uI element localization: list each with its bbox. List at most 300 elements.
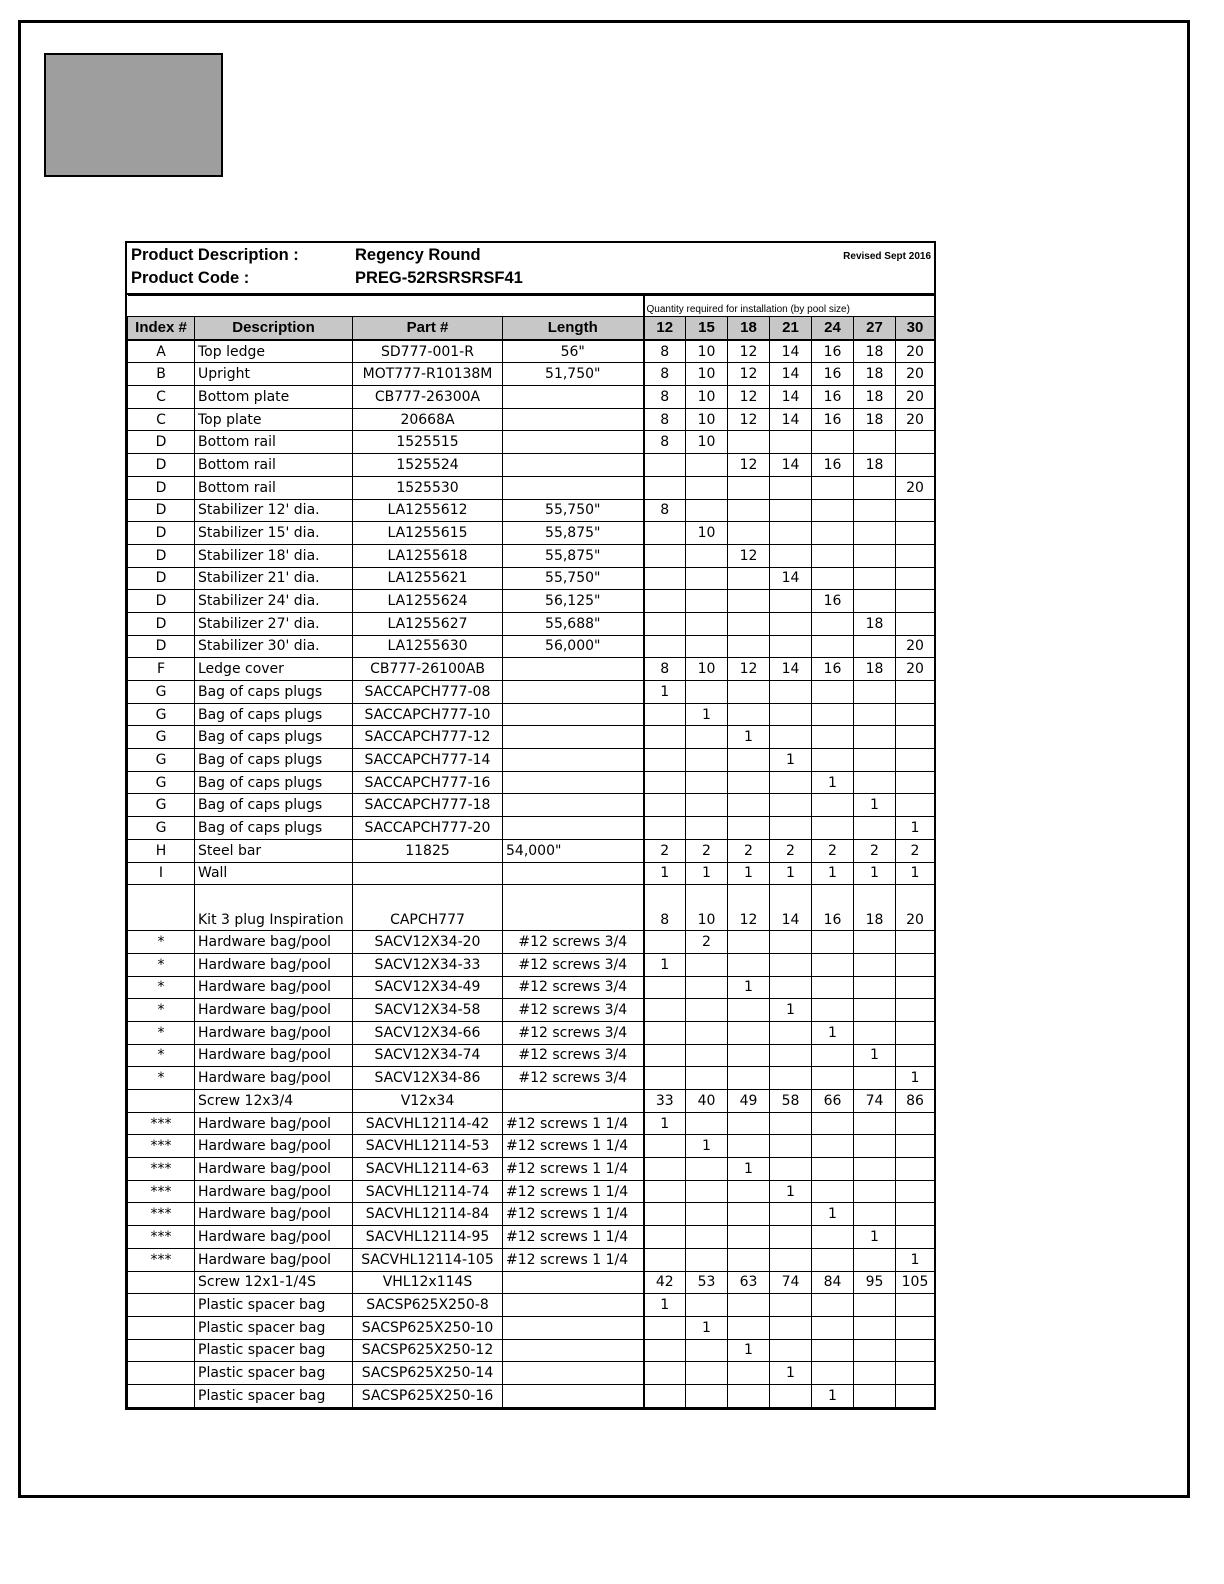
table-row — [128, 476, 935, 499]
table-cell: 18 — [854, 363, 896, 386]
table-cell — [728, 771, 770, 794]
table-row — [128, 953, 935, 976]
table-cell: 18 — [854, 454, 896, 477]
table-cell — [854, 522, 896, 545]
table-cell: #12 screws 1 1/4 — [503, 1112, 644, 1135]
table-cell: 1 — [686, 1316, 728, 1339]
table-cell: *** — [128, 1112, 195, 1135]
table-cell — [686, 1021, 728, 1044]
table-cell — [503, 454, 644, 477]
table-cell: Bag of caps plugs — [195, 771, 353, 794]
table-cell — [896, 771, 935, 794]
product-description-label: Product Description : — [131, 246, 299, 264]
table-cell: 2 — [644, 839, 686, 862]
table-cell — [854, 635, 896, 658]
table-cell — [812, 1248, 854, 1271]
table-cell: Stabilizer 30' dia. — [195, 635, 353, 658]
table-cell: D — [128, 431, 195, 454]
table-cell — [728, 431, 770, 454]
table-cell — [812, 999, 854, 1022]
table-cell: 1 — [770, 1180, 812, 1203]
table-cell: G — [128, 726, 195, 749]
table-cell: #12 screws 1 1/4 — [503, 1158, 644, 1181]
table-cell — [503, 862, 644, 885]
table-cell — [644, 522, 686, 545]
table-cell: 20 — [896, 658, 935, 681]
table-cell — [854, 499, 896, 522]
table-cell: 55,750" — [503, 567, 644, 590]
table-cell — [770, 476, 812, 499]
table-cell: 12 — [728, 544, 770, 567]
table-cell — [896, 1180, 935, 1203]
table-cell: 10 — [686, 885, 728, 931]
table-cell — [854, 1339, 896, 1362]
table-row — [128, 658, 935, 681]
table-cell: 8 — [644, 408, 686, 431]
table-cell — [854, 749, 896, 772]
table-cell: 1 — [896, 1067, 935, 1090]
table-cell: 1 — [644, 1112, 686, 1135]
table-cell — [728, 817, 770, 840]
table-cell: 12 — [728, 408, 770, 431]
table-cell — [686, 999, 728, 1022]
table-cell — [770, 1044, 812, 1067]
table-cell: 12 — [728, 386, 770, 409]
table-cell: *** — [128, 1203, 195, 1226]
table-cell: 74 — [770, 1271, 812, 1294]
table-cell — [686, 1226, 728, 1249]
table-cell: Bag of caps plugs — [195, 749, 353, 772]
table-cell: 1 — [644, 862, 686, 885]
table-cell: Screw 12x3/4 — [195, 1090, 353, 1113]
table-cell: SACVHL12114-105 — [353, 1248, 503, 1271]
table-cell: Hardware bag/pool — [195, 1067, 353, 1090]
table-cell — [896, 454, 935, 477]
column-header: 24 — [812, 317, 854, 340]
table-cell: Bag of caps plugs — [195, 703, 353, 726]
table-cell — [728, 1384, 770, 1407]
table-cell: 1 — [854, 1226, 896, 1249]
table-cell: 1 — [728, 1339, 770, 1362]
table-cell: *** — [128, 1226, 195, 1249]
table-cell: SACVHL12114-53 — [353, 1135, 503, 1158]
table-cell — [812, 1044, 854, 1067]
table-cell: 16 — [812, 885, 854, 931]
table-cell — [896, 1021, 935, 1044]
table-cell — [503, 1090, 644, 1113]
table-cell — [854, 431, 896, 454]
table-cell — [503, 476, 644, 499]
table-cell: 8 — [644, 885, 686, 931]
table-row — [128, 408, 935, 431]
table-cell — [812, 703, 854, 726]
table-cell: SACCAPCH777-18 — [353, 794, 503, 817]
table-cell — [896, 612, 935, 635]
table-cell — [896, 499, 935, 522]
table-cell: Plastic spacer bag — [195, 1294, 353, 1317]
table-cell — [770, 681, 812, 704]
column-header: Part # — [353, 317, 503, 340]
table-cell — [728, 567, 770, 590]
table-cell — [728, 1203, 770, 1226]
table-cell — [854, 931, 896, 954]
table-cell — [644, 1362, 686, 1385]
table-cell — [896, 544, 935, 567]
table-cell — [728, 1021, 770, 1044]
table-cell — [128, 1316, 195, 1339]
table-cell — [503, 1339, 644, 1362]
table-row — [128, 544, 935, 567]
table-cell: 12 — [728, 885, 770, 931]
table-row — [128, 1226, 935, 1249]
table-cell: 1 — [728, 976, 770, 999]
table-cell — [854, 1248, 896, 1271]
table-cell — [503, 431, 644, 454]
table-cell — [854, 817, 896, 840]
table-cell: 1 — [812, 771, 854, 794]
table-cell — [128, 1294, 195, 1317]
table-cell: #12 screws 3/4 — [503, 976, 644, 999]
column-header: 27 — [854, 317, 896, 340]
product-code: PREG-52RSRSRSF41 — [355, 269, 523, 287]
table-cell — [686, 567, 728, 590]
table-cell — [854, 681, 896, 704]
table-cell — [854, 1135, 896, 1158]
table-cell: Plastic spacer bag — [195, 1384, 353, 1407]
table-cell: 1 — [812, 1021, 854, 1044]
table-cell — [812, 681, 854, 704]
table-cell — [896, 1384, 935, 1407]
table-cell: Hardware bag/pool — [195, 999, 353, 1022]
table-cell — [644, 749, 686, 772]
table-cell — [896, 431, 935, 454]
table-cell — [686, 1294, 728, 1317]
table-cell: SACVHL12114-95 — [353, 1226, 503, 1249]
table-cell: LA1255621 — [353, 567, 503, 590]
table-row — [128, 567, 935, 590]
table-cell — [644, 1067, 686, 1090]
table-row — [128, 612, 935, 635]
table-cell — [854, 1362, 896, 1385]
table-cell: 1 — [728, 726, 770, 749]
table-cell: 84 — [812, 1271, 854, 1294]
table-cell: D — [128, 567, 195, 590]
table-row — [128, 340, 935, 363]
table-cell: 1525515 — [353, 431, 503, 454]
table-cell — [728, 1248, 770, 1271]
table-cell: 1 — [644, 953, 686, 976]
table-cell — [896, 1158, 935, 1181]
table-cell — [812, 976, 854, 999]
table-cell: 12 — [728, 363, 770, 386]
table-cell — [770, 431, 812, 454]
table-cell: C — [128, 386, 195, 409]
table-cell — [770, 590, 812, 613]
table-cell: 8 — [644, 340, 686, 363]
table-cell: SACCAPCH777-16 — [353, 771, 503, 794]
table-cell: * — [128, 1044, 195, 1067]
table-cell — [728, 953, 770, 976]
table-cell: Hardware bag/pool — [195, 1203, 353, 1226]
table-cell — [770, 703, 812, 726]
table-cell: H — [128, 839, 195, 862]
revised-date: Revised Sept 2016 — [843, 251, 931, 262]
table-cell: 1 — [728, 862, 770, 885]
table-cell — [644, 1044, 686, 1067]
table-cell: 66 — [812, 1090, 854, 1113]
table-cell: G — [128, 771, 195, 794]
table-cell — [854, 1203, 896, 1226]
table-cell: Top plate — [195, 408, 353, 431]
table-cell — [644, 999, 686, 1022]
table-cell — [503, 1271, 644, 1294]
table-cell: #12 screws 3/4 — [503, 1021, 644, 1044]
table-cell — [686, 681, 728, 704]
table-cell: G — [128, 749, 195, 772]
table-cell — [770, 1384, 812, 1407]
table-cell: D — [128, 499, 195, 522]
table-cell: 1 — [686, 862, 728, 885]
table-cell — [896, 794, 935, 817]
table-cell: 14 — [770, 658, 812, 681]
table-cell: #12 screws 1 1/4 — [503, 1135, 644, 1158]
table-cell — [812, 1112, 854, 1135]
table-cell: 18 — [854, 658, 896, 681]
table-cell: #12 screws 1 1/4 — [503, 1180, 644, 1203]
table-row — [128, 1158, 935, 1181]
table-cell — [728, 703, 770, 726]
table-cell — [686, 590, 728, 613]
table-cell: Stabilizer 21' dia. — [195, 567, 353, 590]
table-cell — [854, 1294, 896, 1317]
table-cell: SACSP625X250-14 — [353, 1362, 503, 1385]
table-cell — [854, 1067, 896, 1090]
table-cell: 51,750" — [503, 363, 644, 386]
table-cell: SACCAPCH777-08 — [353, 681, 503, 704]
table-cell — [503, 408, 644, 431]
table-cell — [728, 681, 770, 704]
table-cell: MOT777-R10138M — [353, 363, 503, 386]
table-cell: #12 screws 1 1/4 — [503, 1203, 644, 1226]
table-cell: 18 — [854, 612, 896, 635]
table-cell: 2 — [896, 839, 935, 862]
table-cell — [896, 976, 935, 999]
table-cell: 14 — [770, 567, 812, 590]
table-cell — [503, 1294, 644, 1317]
table-cell: #12 screws 3/4 — [503, 999, 644, 1022]
table-cell: Ledge cover — [195, 658, 353, 681]
table-cell — [728, 1316, 770, 1339]
table-cell: 105 — [896, 1271, 935, 1294]
table-cell — [854, 1158, 896, 1181]
table-cell — [686, 817, 728, 840]
table-row — [128, 1339, 935, 1362]
table-cell — [686, 454, 728, 477]
table-cell: 1 — [686, 703, 728, 726]
table-cell — [896, 522, 935, 545]
table-cell: D — [128, 544, 195, 567]
table-cell: 20 — [896, 476, 935, 499]
table-cell: * — [128, 1021, 195, 1044]
table-cell — [770, 499, 812, 522]
column-header: Description — [195, 317, 353, 340]
table-cell — [770, 1067, 812, 1090]
table-cell: 40 — [686, 1090, 728, 1113]
table-cell — [686, 1362, 728, 1385]
table-cell: 16 — [812, 386, 854, 409]
table-cell: A — [128, 340, 195, 363]
table-cell: 8 — [644, 499, 686, 522]
table-row — [128, 1271, 935, 1294]
table-cell: 56,125" — [503, 590, 644, 613]
table-row — [128, 999, 935, 1022]
table-cell: SACV12X34-66 — [353, 1021, 503, 1044]
table-cell: I — [128, 862, 195, 885]
table-row — [128, 931, 935, 954]
table-row — [128, 839, 935, 862]
table-cell — [770, 1203, 812, 1226]
table-cell — [728, 1044, 770, 1067]
table-cell: 49 — [728, 1090, 770, 1113]
table-cell: * — [128, 1067, 195, 1090]
table-cell — [896, 999, 935, 1022]
table-cell: 14 — [770, 408, 812, 431]
table-cell: SACCAPCH777-10 — [353, 703, 503, 726]
table-cell: 63 — [728, 1271, 770, 1294]
table-cell: 1 — [896, 1248, 935, 1271]
table-cell: Bottom rail — [195, 476, 353, 499]
table-cell: 8 — [644, 431, 686, 454]
table-cell: Hardware bag/pool — [195, 1158, 353, 1181]
table-cell: 12 — [728, 340, 770, 363]
table-cell — [644, 1339, 686, 1362]
table-cell: CAPCH777 — [353, 885, 503, 931]
table-cell: 1 — [896, 817, 935, 840]
table-cell — [128, 1271, 195, 1294]
table-cell — [644, 1135, 686, 1158]
table-cell — [896, 953, 935, 976]
table-cell: SACSP625X250-8 — [353, 1294, 503, 1317]
table-cell: #12 screws 3/4 — [503, 953, 644, 976]
table-cell: *** — [128, 1158, 195, 1181]
table-cell: 20 — [896, 340, 935, 363]
table-cell — [770, 771, 812, 794]
table-cell — [644, 1248, 686, 1271]
table-cell: 16 — [812, 340, 854, 363]
table-cell — [728, 635, 770, 658]
table-cell: 95 — [854, 1271, 896, 1294]
table-cell — [686, 1112, 728, 1135]
table-cell: 1 — [770, 749, 812, 772]
table-cell: 1 — [770, 1362, 812, 1385]
table-cell — [812, 749, 854, 772]
table-cell — [686, 635, 728, 658]
table-cell: 20 — [896, 386, 935, 409]
table-cell — [896, 1203, 935, 1226]
caption-spacer — [128, 296, 644, 317]
table-cell: 20 — [896, 363, 935, 386]
table-cell: 1 — [812, 862, 854, 885]
table-cell: 1 — [854, 794, 896, 817]
table-row — [128, 590, 935, 613]
table-cell: 18 — [854, 408, 896, 431]
column-header: 12 — [644, 317, 686, 340]
table-cell — [812, 567, 854, 590]
table-cell — [770, 635, 812, 658]
table-cell: 11825 — [353, 839, 503, 862]
table-cell: Hardware bag/pool — [195, 1180, 353, 1203]
column-header: 30 — [896, 317, 935, 340]
table-cell — [812, 522, 854, 545]
table-cell: SACSP625X250-16 — [353, 1384, 503, 1407]
table-cell: SACV12X34-33 — [353, 953, 503, 976]
table-cell: Bag of caps plugs — [195, 794, 353, 817]
table-cell: Hardware bag/pool — [195, 1021, 353, 1044]
table-cell: 10 — [686, 363, 728, 386]
table-cell: 1 — [896, 862, 935, 885]
table-cell — [896, 1135, 935, 1158]
table-cell: SACSP625X250-12 — [353, 1339, 503, 1362]
table-cell — [812, 612, 854, 635]
table-cell: #12 screws 3/4 — [503, 1067, 644, 1090]
table-row — [128, 1180, 935, 1203]
table-row — [128, 1316, 935, 1339]
table-cell: Screw 12x1-1/4S — [195, 1271, 353, 1294]
table-cell: * — [128, 931, 195, 954]
table-cell — [770, 1339, 812, 1362]
table-cell: 74 — [854, 1090, 896, 1113]
table-cell: 1 — [770, 862, 812, 885]
table-cell — [686, 1180, 728, 1203]
table-cell — [728, 612, 770, 635]
table-cell — [686, 953, 728, 976]
table-cell — [812, 1180, 854, 1203]
table-cell — [353, 862, 503, 885]
table-cell — [644, 1316, 686, 1339]
table-cell — [644, 726, 686, 749]
table-cell: Stabilizer 24' dia. — [195, 590, 353, 613]
table-cell: 18 — [854, 340, 896, 363]
table-cell: 20668A — [353, 408, 503, 431]
table-cell: 1 — [854, 1044, 896, 1067]
table-cell: 12 — [728, 658, 770, 681]
table-cell — [812, 1316, 854, 1339]
table-cell — [854, 590, 896, 613]
table-cell — [728, 749, 770, 772]
table-row — [128, 749, 935, 772]
table-cell: SACV12X34-20 — [353, 931, 503, 954]
table-cell: SACVHL12114-42 — [353, 1112, 503, 1135]
table-cell: 18 — [854, 386, 896, 409]
table-cell — [644, 703, 686, 726]
table-cell — [503, 749, 644, 772]
table-cell — [896, 1044, 935, 1067]
table-cell: Hardware bag/pool — [195, 1044, 353, 1067]
table-cell: 1525530 — [353, 476, 503, 499]
table-cell — [503, 703, 644, 726]
table-row — [128, 1044, 935, 1067]
table-cell: Plastic spacer bag — [195, 1362, 353, 1385]
table-cell: 10 — [686, 408, 728, 431]
table-cell — [503, 817, 644, 840]
table-cell: Steel bar — [195, 839, 353, 862]
table-cell — [854, 1021, 896, 1044]
table-cell — [854, 1316, 896, 1339]
table-cell: Hardware bag/pool — [195, 953, 353, 976]
table-cell: G — [128, 681, 195, 704]
table-cell: 18 — [854, 885, 896, 931]
table-cell — [644, 771, 686, 794]
